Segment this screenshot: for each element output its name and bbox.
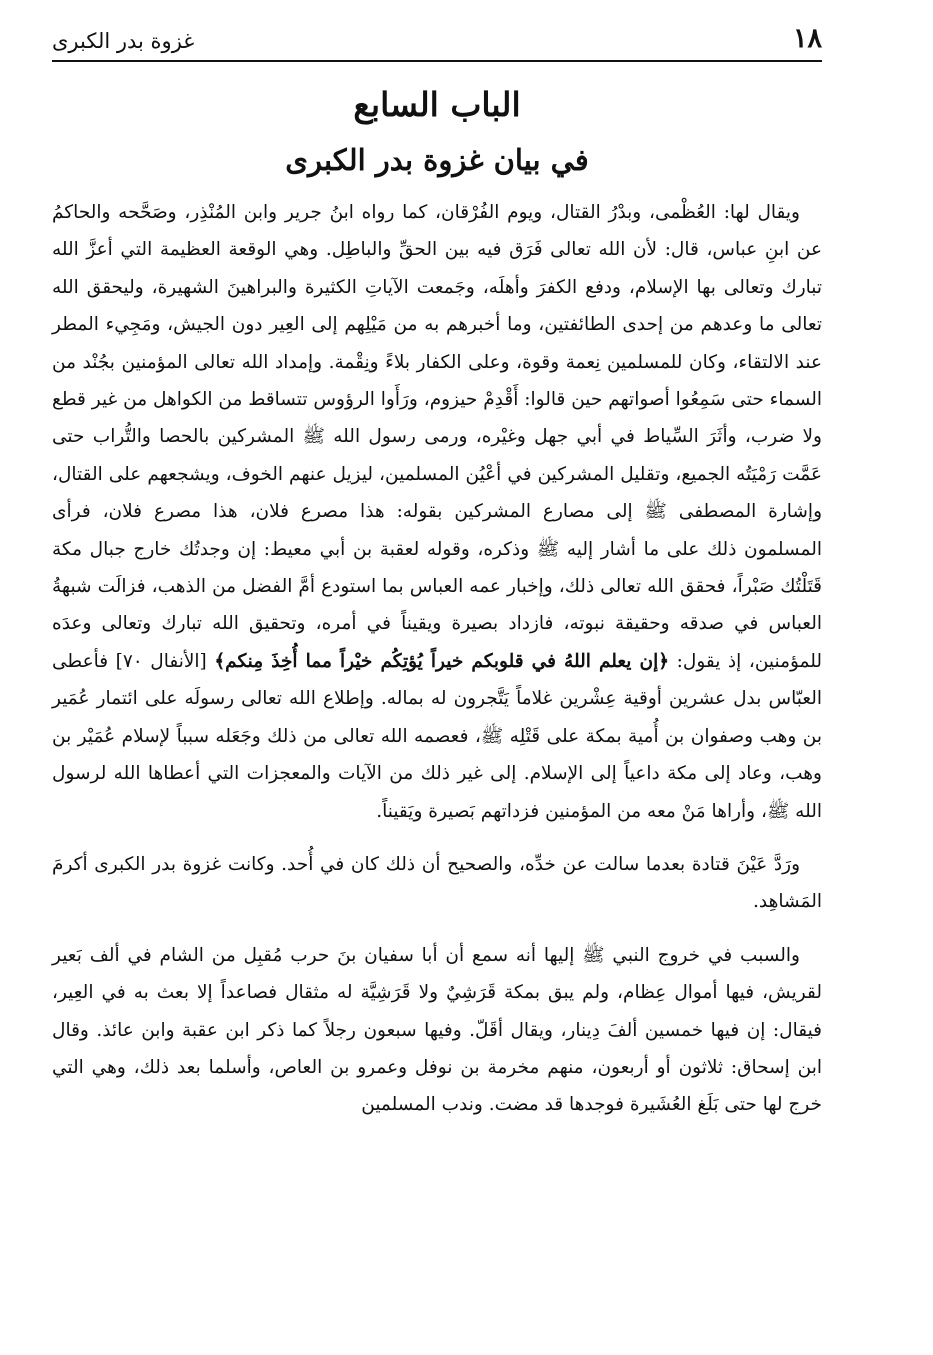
running-title: غزوة بدر الكبرى	[52, 29, 195, 53]
chapter-subtitle: في بيان غزوة بدر الكبرى	[285, 143, 589, 177]
page-header	[52, 24, 822, 62]
body-text	[52, 194, 822, 1140]
paragraph-text: [الأنفال ٧٠] فأعطى العبّاس بدل عشرين أوقية عِشْرين غلاماً يَتَّجرون له بماله. وإطلاع الله تعالى رسولَه على ائتمار عُمَير بن وهب وصفوان بن أُمية بمكة على قَتْلِه ﷺ، فعصمه الله تعالى من ذلك وجَعَله سبباً لإسلام عُمَيْر بن وهب، وعاد إلى مكة داعياً إلى الإسلام. إلى غير ذلك من الآيات والمعجزات التي أعطاها الله لرسول الله ﷺ، وأراها مَنْ معه من المؤمنين فزداتهم بَصيرة ويَقيناً.	[52, 650, 822, 822]
paragraph: ورَدَّ عَيْنَ قتادة بعدما سالت عن خدِّه، والصحيح أن ذلك كان في أُحد. وكانت غزوة بدر الكبرى أكرمَ المَشاهِد.	[52, 853, 822, 913]
quran-verse: ﴿إن يعلم اللهُ في قلوبكم خيراً يُؤتِكُم خيْراً مما أُخِذَ مِنكم﴾	[214, 650, 670, 672]
page-number: ١٨	[792, 23, 822, 54]
paragraph-text: ويقال لها: العُظْمى، وبدْرُ القتال، ويوم الفُرْقان، كما رواه ابنُ جرير وابن المُنْذِر، وصَحَّحه والحاكمُ عن ابنِ عباس، قال: لأن الله تعالى فَرَق فيه بين الحقِّ والباطِل. وهي الوقعة العظيمة التي أعزَّ الله تبارك وتعالى بها الإسلام، ودفع الكفرَ وأهلَه، وجَمعت الآياتِ الكثيرة والبراهينَ الشهيرة، وليحقق الله تعالى ما وعدهم من إحدى الطائفتين، وما أخبرهم به من مَيْلِهم إلى العِير دون الجيش، ومَجِيء المطر عند الالتقاء، وكان للمسلمين نِعمة وقوة، وعلى الكفار بلاءً ونِقْمة. وإمداد الله تعالى المؤمنين بجُنْد من السماء حتى سَمِعُوا أصواتهم حين قالوا: أَقْدِمْ حيزوم، ورَأَوا الرؤوس تتساقط من الكواهل من غير قطع ولا ضرب، وأثَرَ السِّياط في أبي جهل وغيْره، ورمى رسول الله ﷺ المشركين بالحصا والتُّراب حتى عَمَّت رَمْيَتُه الجميع، وتقليل المشركين في أعْيُن المسلمين، ليزيل عنهم الخوف، ويشجعهم على القتال، وإشارة المصطفى ﷺ إلى مصارع المشركين بقوله: هذا مصرع فلان، هذا مصرع فلان، فرأى المسلمون ذلك على ما أشار إليه ﷺ وذكره، وقوله لعقبة بن أبي معيط: إن وجدتُك خارج جبال مكة قَتَلْتُك صَبْراً، فحقق الله تعالى ذلك، وإخبار عمه العباس بما استودع أمَّ الفضل من الذهب، فزالَت شبهةُ العباس في صدقه وحقيقة نبوته، فازداد بصيرة ويقيناً في أمره، وتحقيق الله تبارك وتعالى وعدَه للمؤمنين، إذ يقول:	[52, 202, 822, 672]
paragraph	[52, 194, 822, 830]
chapter-title: الباب السابع	[353, 85, 521, 124]
paragraph: والسبب في خروج النبي ﷺ إليها أنه سمع أن أبا سفيان بنَ حرب مُقبِل من الشام في ألف بَعير لقريش، فيها أموال عِظام، ولم يبق بمكة قَرَشِيٌ ولا قَرَشِيَّة له مثقال فصاعداً إلا بعث به في العِير، فيقال: إن فيها خمسين ألفَ دِينار، ويقال أقَلّ. وفيها سبعون رجلاً كما ذكر ابن عقبة وابن عائذ. وقال ابن إسحاق: ثلاثون أو أربعون، منهم مخرمة بن نوفل وعمرو بن العاص، وأسلما بعد ذلك، وهي التي خرج لها حتى بَلَغ العُشَيرة فوجدها قد مضت. وندب المسلمين	[52, 944, 822, 1116]
